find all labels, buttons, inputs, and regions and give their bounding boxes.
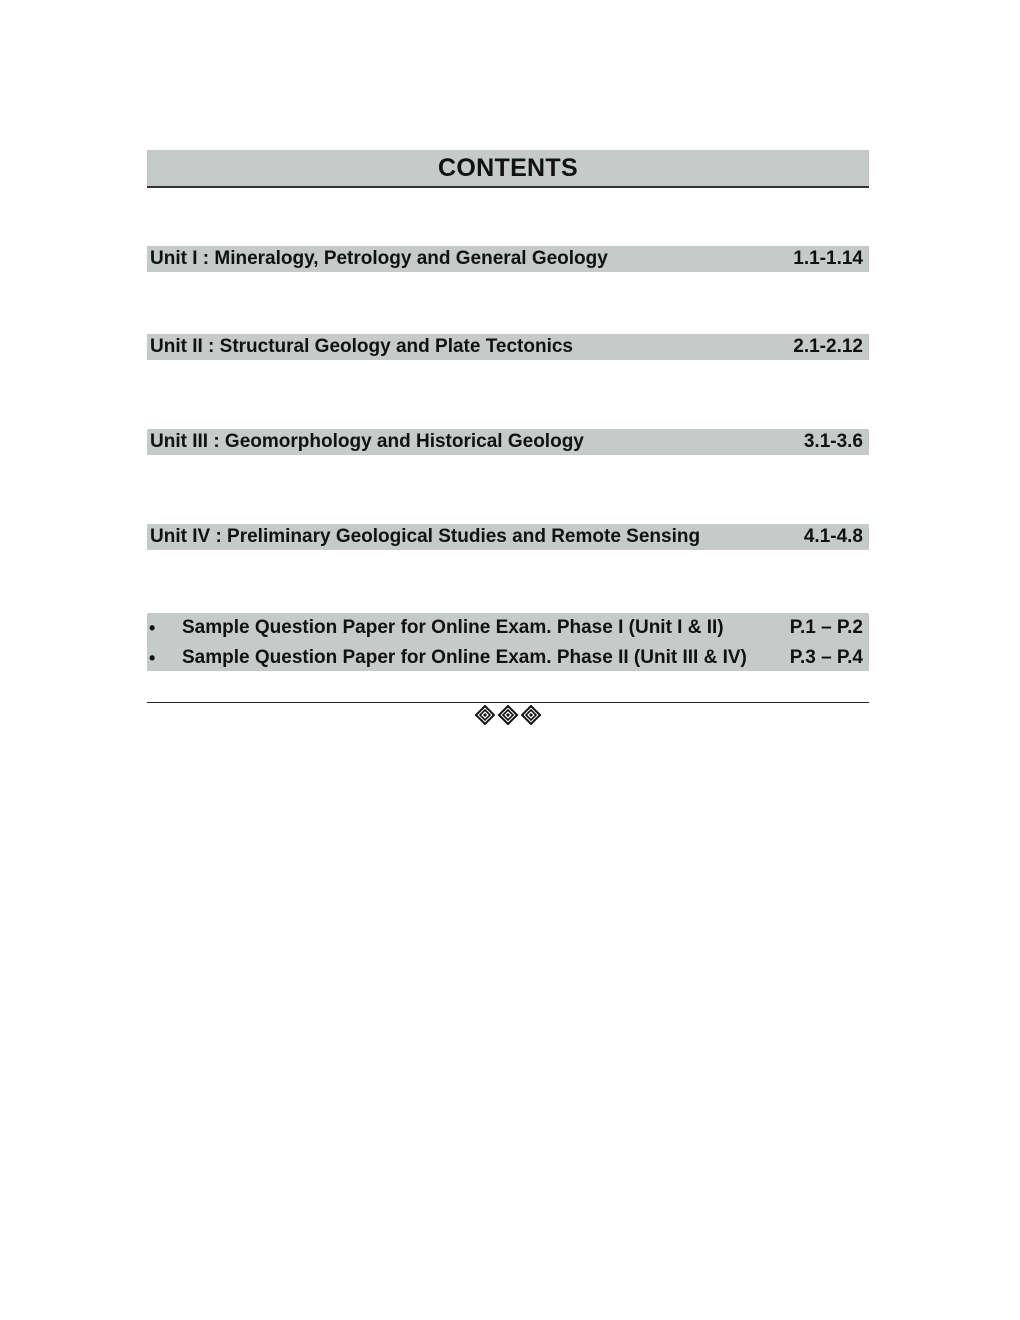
toc-entry-label: Unit II : Structural Geology and Plate Tectonics	[150, 336, 573, 357]
toc-entry-pages: 3.1-3.6	[803, 431, 863, 452]
toc-entry-sample-paper-2[interactable]	[147, 644, 869, 672]
toc-entry-unit-3[interactable]	[147, 429, 869, 455]
toc-entry-sample-paper-1[interactable]	[147, 614, 869, 642]
page-title: CONTENTS	[438, 153, 578, 182]
toc-entry-pages: 4.1-4.8	[803, 526, 863, 547]
toc-entry-unit-1[interactable]	[147, 246, 869, 272]
diamond-ornament-icon	[521, 705, 541, 725]
toc-entry-unit-2[interactable]	[147, 334, 869, 360]
bullet-icon: •	[149, 617, 156, 638]
diamond-ornament-icon	[498, 705, 518, 725]
toc-entry-label: Unit III : Geomorphology and Historical Geology	[150, 431, 584, 452]
toc-entry-unit-4[interactable]	[147, 524, 869, 550]
toc-entry-label: Unit I : Mineralogy, Petrology and General Geology	[150, 248, 608, 269]
toc-entry-pages: 2.1-2.12	[793, 336, 863, 357]
contents-page	[147, 150, 869, 668]
toc-entry-label: Unit IV : Preliminary Geological Studies and Remote Sensing	[150, 526, 701, 547]
diamond-ornament-icon	[475, 705, 495, 725]
sample-papers-block	[147, 613, 869, 671]
sample-paper-label: Sample Question Paper for Online Exam. Phase I (Unit I & II)	[182, 617, 724, 638]
contents-title-bar	[147, 150, 869, 188]
sample-paper-pages: P.1 – P.2	[789, 617, 863, 638]
toc-entry-pages: 1.1-1.14	[793, 248, 863, 269]
sample-paper-label: Sample Question Paper for Online Exam. Phase II (Unit III & IV)	[182, 647, 747, 668]
end-divider	[147, 702, 869, 703]
end-ornament	[147, 705, 869, 725]
sample-paper-pages: P.3 – P.4	[789, 647, 863, 668]
bullet-icon: •	[149, 647, 156, 668]
